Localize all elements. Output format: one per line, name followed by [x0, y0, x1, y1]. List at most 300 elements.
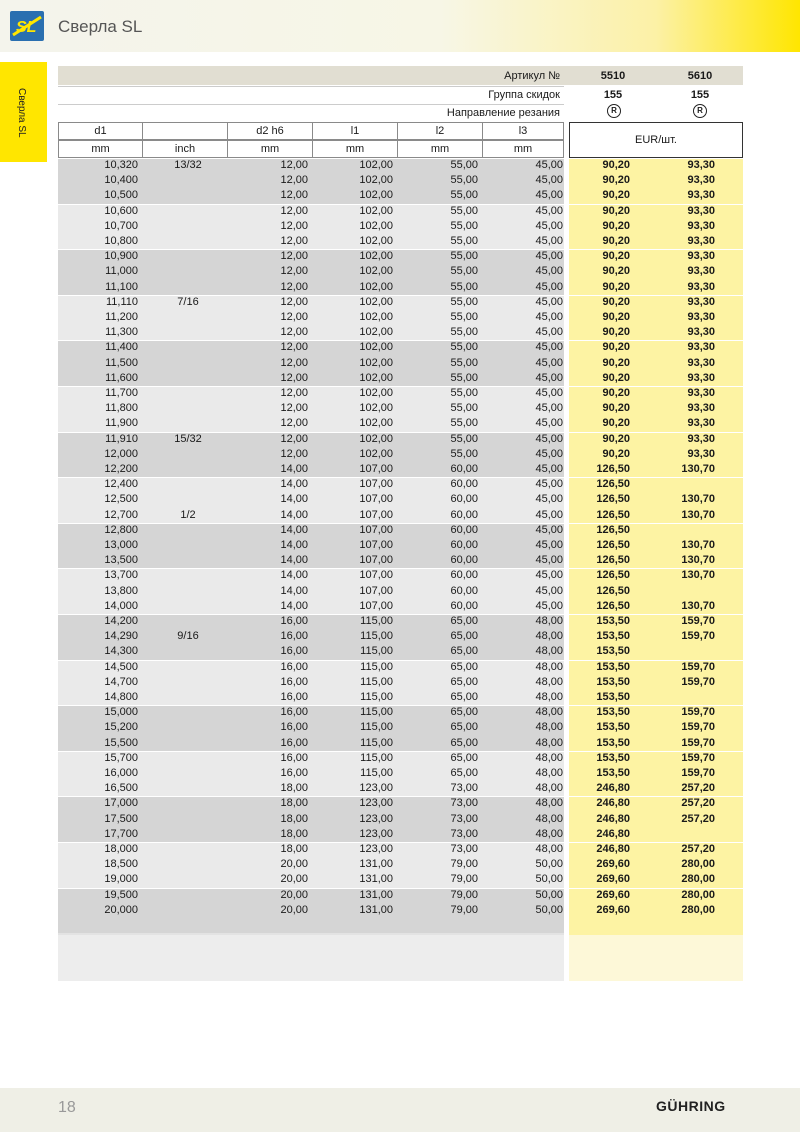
cell-d1: 11,400: [105, 341, 138, 354]
cell-d1: 12,200: [104, 463, 138, 475]
cell-price-5510: 126,50: [596, 508, 630, 521]
cell-l3: 45,00: [535, 311, 563, 323]
cell-price-5510: 90,20: [602, 265, 630, 278]
cell-l2: 65,00: [450, 675, 478, 688]
price-footer-blank: [569, 935, 743, 981]
table-row: [58, 462, 743, 477]
cell-l2: 55,00: [450, 447, 478, 460]
cell-l3: 48,00: [535, 782, 563, 795]
cell-l2: 73,00: [450, 782, 478, 795]
cell-price-5510: 153,50: [596, 615, 630, 627]
cell-l2: 65,00: [450, 721, 478, 734]
cell-l3: 45,00: [535, 387, 563, 399]
cell-l2: 55,00: [450, 402, 478, 415]
cell-price-5510: 246,80: [596, 797, 630, 810]
cell-l3: 45,00: [535, 295, 563, 308]
cell-l1: 107,00: [359, 463, 393, 475]
cell-price-5510: 153,50: [596, 736, 630, 749]
cell-l2: 55,00: [450, 432, 478, 445]
cell-d2: 16,00: [280, 645, 308, 658]
table-row: [58, 416, 743, 431]
cell-price-5610: 93,30: [687, 219, 715, 232]
cell-d2: 18,00: [280, 812, 308, 825]
guehring-logo: GÜHRING: [656, 1098, 726, 1114]
table-row: [58, 857, 743, 872]
table-row: [58, 249, 743, 264]
cell-l2: 79,00: [450, 873, 478, 886]
cell-price-5610: 93,30: [687, 326, 715, 339]
cell-price-5510: 90,20: [602, 387, 630, 399]
cell-d2: 12,00: [280, 402, 308, 415]
table-row: [58, 188, 743, 203]
cell-d2: 16,00: [280, 615, 308, 627]
table-row: [58, 903, 743, 918]
cell-d2: 12,00: [280, 371, 308, 384]
table-row: [58, 401, 743, 416]
cell-inch: 13/32: [174, 159, 202, 171]
cell-d1: 11,110: [105, 295, 138, 308]
cell-price-5510: 90,20: [602, 432, 630, 445]
discount-row: [58, 86, 743, 104]
cell-l1: 115,00: [360, 706, 393, 719]
price-header: EUR/шт.: [569, 122, 743, 158]
cell-price-5610: 93,30: [687, 250, 715, 263]
table-row: [58, 842, 743, 857]
cell-l3: 45,00: [535, 447, 563, 460]
cell-price-5610: 130,70: [681, 554, 715, 567]
cell-price-5510: 153,50: [596, 630, 630, 643]
cell-price-5510: 153,50: [596, 660, 630, 673]
cell-l1: 123,00: [359, 782, 393, 795]
cell-l1: 102,00: [359, 174, 393, 187]
cell-d2: 16,00: [280, 767, 308, 779]
cell-price-5510: 269,60: [596, 873, 630, 886]
cell-l3: 45,00: [535, 417, 563, 430]
cell-price-5510: 269,60: [596, 888, 630, 901]
cell-l3: 45,00: [535, 326, 563, 339]
cell-l2: 55,00: [450, 219, 478, 232]
cell-l1: 102,00: [359, 402, 393, 415]
cell-price-5510: 153,50: [596, 767, 630, 779]
cell-l1: 115,00: [360, 645, 393, 658]
cell-d1: 10,700: [104, 219, 138, 232]
cell-l2: 60,00: [450, 508, 478, 521]
table-row: [58, 629, 743, 644]
cell-d2: 12,00: [280, 189, 308, 202]
table-row: [58, 751, 743, 766]
cell-l3: 48,00: [535, 843, 563, 855]
cell-d1: 14,000: [104, 599, 138, 612]
cell-l2: 60,00: [450, 554, 478, 567]
cell-l3: 48,00: [535, 675, 563, 688]
cell-d2: 20,00: [280, 888, 308, 901]
discount-a: 155: [603, 89, 623, 101]
table-row: [58, 812, 743, 827]
cell-d1: 15,700: [104, 751, 138, 764]
cell-l1: 123,00: [359, 797, 393, 810]
cell-d1: 10,800: [104, 235, 138, 247]
cell-price-5610: 159,70: [681, 675, 715, 688]
unit-d2: mm: [227, 140, 313, 158]
cell-l1: 102,00: [359, 447, 393, 460]
cell-d1: 10,320: [104, 159, 138, 171]
cell-l1: 131,00: [359, 858, 393, 871]
cell-l2: 55,00: [450, 387, 478, 399]
cell-price-5610: 93,30: [687, 447, 715, 460]
cell-d2: 14,00: [280, 463, 308, 475]
cell-price-5510: 153,50: [596, 721, 630, 734]
cell-l1: 115,00: [360, 630, 393, 643]
cell-l1: 102,00: [359, 219, 393, 232]
cell-price-5610: 93,30: [687, 402, 715, 415]
table-row: [58, 295, 743, 310]
cell-inch: 7/16: [177, 295, 199, 308]
table-row: [58, 234, 743, 249]
cell-d2: 12,00: [280, 295, 308, 308]
cell-price-5610: 93,30: [687, 159, 715, 171]
cell-l3: 45,00: [535, 280, 563, 293]
cell-l1: 102,00: [359, 432, 393, 445]
cell-inch: 15/32: [174, 432, 202, 445]
cell-l1: 115,00: [360, 675, 393, 688]
cell-l3: 48,00: [535, 721, 563, 734]
cell-l3: 45,00: [535, 189, 563, 202]
cell-d2: 14,00: [280, 493, 308, 506]
cell-price-5510: 90,20: [602, 402, 630, 415]
cell-d1: 14,800: [104, 691, 138, 703]
cell-d1: 13,500: [104, 554, 138, 567]
cell-price-5510: 153,50: [596, 706, 630, 719]
cell-d2: 12,00: [280, 417, 308, 430]
cell-l2: 60,00: [450, 569, 478, 582]
cell-l1: 131,00: [359, 873, 393, 886]
cell-l1: 102,00: [359, 371, 393, 384]
table-row: [58, 766, 743, 781]
cell-l1: 102,00: [359, 311, 393, 323]
cell-l2: 55,00: [450, 326, 478, 339]
col-d2: d2 h6: [227, 122, 313, 140]
cell-d2: 12,00: [280, 159, 308, 171]
cell-d2: 12,00: [280, 447, 308, 460]
table-row: [58, 523, 743, 538]
article-5610: 5610: [687, 70, 713, 82]
cell-l1: 123,00: [359, 812, 393, 825]
cell-d1: 15,200: [104, 721, 138, 734]
cell-d2: 14,00: [280, 554, 308, 567]
cell-l3: 45,00: [535, 219, 563, 232]
cell-l1: 107,00: [359, 569, 393, 582]
cell-price-5510: 90,20: [602, 174, 630, 187]
cell-d2: 12,00: [280, 356, 308, 369]
cell-l2: 65,00: [450, 691, 478, 703]
cell-d2: 14,00: [280, 584, 308, 597]
cell-l2: 55,00: [450, 159, 478, 171]
cell-d1: 11,500: [105, 356, 138, 369]
cell-l3: 45,00: [535, 584, 563, 597]
cell-l1: 123,00: [359, 843, 393, 855]
cell-d2: 12,00: [280, 280, 308, 293]
cell-d2: 14,00: [280, 523, 308, 536]
cell-d1: 14,700: [104, 675, 138, 688]
cell-price-5610: 93,30: [687, 280, 715, 293]
col-l3: l3: [482, 122, 564, 140]
table-row: [58, 264, 743, 279]
side-tab-label: Сверла SL: [16, 88, 27, 138]
cell-l3: 50,00: [535, 903, 563, 916]
cell-price-5610: 93,30: [687, 295, 715, 308]
cell-d1: 15,000: [104, 706, 138, 719]
cell-d1: 10,900: [104, 250, 138, 263]
discount-b: 155: [690, 89, 710, 101]
cell-price-5510: 246,80: [596, 812, 630, 825]
cell-price-5610: 159,70: [681, 767, 715, 779]
col-inch-blank: [142, 122, 228, 140]
cell-l2: 65,00: [450, 767, 478, 779]
cell-l3: 50,00: [535, 858, 563, 871]
cell-price-5510: 153,50: [596, 675, 630, 688]
cell-l1: 115,00: [360, 660, 393, 673]
col-l2: l2: [397, 122, 483, 140]
cell-l3: 45,00: [535, 159, 563, 171]
cell-price-5610: 130,70: [681, 508, 715, 521]
table-row: [58, 736, 743, 751]
cell-l1: 102,00: [359, 265, 393, 278]
cell-d1: 10,400: [104, 174, 138, 187]
cell-l3: 45,00: [535, 341, 563, 354]
cell-l3: 45,00: [535, 508, 563, 521]
cell-d1: 12,800: [104, 523, 138, 536]
cell-l2: 55,00: [450, 204, 478, 217]
cell-l2: 55,00: [450, 189, 478, 202]
table-row: [58, 538, 743, 553]
cell-d1: 14,300: [104, 645, 138, 658]
cell-l3: 48,00: [535, 645, 563, 658]
cell-inch: 9/16: [177, 630, 199, 643]
cell-price-5510: 90,20: [602, 250, 630, 263]
cell-l2: 60,00: [450, 463, 478, 475]
table-row: [58, 827, 743, 842]
cell-d2: 14,00: [280, 569, 308, 582]
cell-d1: 12,700: [104, 508, 138, 521]
cell-l1: 123,00: [359, 827, 393, 840]
cell-price-5510: 90,20: [602, 159, 630, 171]
table-row: [58, 660, 743, 675]
cell-d2: 18,00: [280, 797, 308, 810]
cell-price-5510: 126,50: [596, 554, 630, 567]
cell-price-5610: 159,70: [681, 615, 715, 627]
cell-l2: 55,00: [450, 417, 478, 430]
cell-price-5510: 126,50: [596, 599, 630, 612]
cell-d1: 14,500: [104, 660, 138, 673]
cell-l2: 79,00: [450, 888, 478, 901]
cell-price-5510: 90,20: [602, 219, 630, 232]
cell-d1: 17,500: [104, 812, 138, 825]
cell-l3: 45,00: [535, 204, 563, 217]
cell-l3: 45,00: [535, 523, 563, 536]
cell-d1: 14,200: [104, 615, 138, 627]
unit-d1: mm: [58, 140, 143, 158]
cell-price-5510: 153,50: [596, 691, 630, 703]
cell-d1: 11,800: [105, 402, 138, 415]
cell-l2: 65,00: [450, 645, 478, 658]
column-headers: [58, 122, 564, 158]
cell-l1: 131,00: [359, 903, 393, 916]
cell-d2: 16,00: [280, 691, 308, 703]
right-hand-cut-icon: R: [607, 104, 621, 118]
cell-price-5510: 126,50: [596, 584, 630, 597]
cell-inch: 1/2: [180, 508, 196, 521]
cell-d1: 18,500: [104, 858, 138, 871]
cell-l3: 48,00: [535, 751, 563, 764]
cell-l2: 55,00: [450, 311, 478, 323]
col-l1: l1: [312, 122, 398, 140]
cell-price-5610: 159,70: [681, 706, 715, 719]
cell-d1: 19,500: [104, 888, 138, 901]
cell-l1: 115,00: [360, 767, 393, 779]
cell-d1: 13,800: [104, 584, 138, 597]
table-row: [58, 568, 743, 583]
cell-l3: 48,00: [535, 736, 563, 749]
cell-d1: 17,000: [104, 797, 138, 810]
table-row: [58, 553, 743, 568]
cell-l2: 55,00: [450, 295, 478, 308]
cell-d2: 12,00: [280, 204, 308, 217]
cell-price-5610: 130,70: [681, 599, 715, 612]
discount-label: Группа скидок: [488, 89, 560, 101]
cell-d1: 14,290: [104, 630, 138, 643]
table-row: [58, 356, 743, 371]
cell-l3: 45,00: [535, 371, 563, 384]
cell-d2: 12,00: [280, 326, 308, 339]
cell-price-5510: 126,50: [596, 463, 630, 475]
cell-d1: 20,000: [104, 903, 138, 916]
page-title: Сверла SL: [58, 17, 143, 36]
table-row: [58, 158, 743, 173]
cell-l1: 102,00: [359, 189, 393, 202]
cell-d1: 10,600: [104, 204, 138, 217]
cell-l3: 48,00: [535, 660, 563, 673]
cell-price-5610: 130,70: [681, 493, 715, 506]
cell-l2: 55,00: [450, 280, 478, 293]
article-label: Артикул №: [504, 70, 560, 82]
cell-price-5610: 93,30: [687, 174, 715, 187]
cell-price-5510: 246,80: [596, 827, 630, 840]
cell-l1: 102,00: [359, 204, 393, 217]
cell-price-5610: 93,30: [687, 189, 715, 202]
cell-price-5610: 93,30: [687, 387, 715, 399]
table-row: [58, 173, 743, 188]
cell-d2: 12,00: [280, 432, 308, 445]
cell-d1: 11,900: [105, 417, 138, 430]
cell-l1: 115,00: [360, 615, 393, 627]
cell-l2: 65,00: [450, 630, 478, 643]
cell-price-5610: 159,70: [681, 630, 715, 643]
cell-price-5610: 159,70: [681, 721, 715, 734]
cell-l2: 73,00: [450, 812, 478, 825]
cell-d2: 16,00: [280, 660, 308, 673]
direction-label: Направление резания: [446, 107, 560, 119]
table-row: [58, 781, 743, 796]
cell-l1: 115,00: [360, 751, 393, 764]
cell-d2: 14,00: [280, 508, 308, 521]
cell-l1: 107,00: [359, 508, 393, 521]
cell-l2: 79,00: [450, 903, 478, 916]
cell-d1: 19,000: [104, 873, 138, 886]
table-row: [58, 796, 743, 811]
table-row: [58, 614, 743, 629]
cell-l1: 102,00: [359, 235, 393, 247]
cell-d1: 12,000: [104, 447, 138, 460]
cell-d2: 20,00: [280, 858, 308, 871]
direction-row: [58, 104, 743, 122]
cell-l2: 55,00: [450, 250, 478, 263]
cell-price-5510: 269,60: [596, 858, 630, 871]
cell-l1: 107,00: [359, 523, 393, 536]
cell-l2: 65,00: [450, 615, 478, 627]
cell-d2: 12,00: [280, 174, 308, 187]
cell-d1: 17,700: [104, 827, 138, 840]
cell-d1: 18,000: [104, 843, 138, 855]
cell-l2: 60,00: [450, 584, 478, 597]
cell-d2: 20,00: [280, 873, 308, 886]
cell-price-5510: 90,20: [602, 356, 630, 369]
cell-d1: 11,100: [105, 280, 138, 293]
cell-price-5510: 90,20: [602, 447, 630, 460]
cell-l3: 45,00: [535, 463, 563, 475]
cell-l1: 102,00: [359, 280, 393, 293]
cell-l3: 48,00: [535, 691, 563, 703]
cell-l1: 102,00: [359, 326, 393, 339]
cell-l3: 45,00: [535, 250, 563, 263]
cell-price-5510: 126,50: [596, 478, 630, 491]
cell-l2: 60,00: [450, 539, 478, 551]
cell-d1: 11,200: [105, 311, 138, 323]
cell-d2: 16,00: [280, 675, 308, 688]
cell-l3: 45,00: [535, 265, 563, 278]
cell-price-5610: 93,30: [687, 371, 715, 384]
table-row: [58, 705, 743, 720]
cell-l3: 45,00: [535, 493, 563, 506]
cell-l1: 102,00: [359, 295, 393, 308]
cell-d2: 16,00: [280, 736, 308, 749]
table-row: [58, 204, 743, 219]
cell-price-5610: 159,70: [681, 736, 715, 749]
cell-price-5610: 280,00: [681, 903, 715, 916]
table-row: [58, 508, 743, 523]
cell-l2: 65,00: [450, 660, 478, 673]
cell-price-5510: 90,20: [602, 204, 630, 217]
cell-l1: 107,00: [359, 478, 393, 491]
cell-price-5510: 246,80: [596, 782, 630, 795]
cell-price-5610: 93,30: [687, 235, 715, 247]
unit-l3: mm: [482, 140, 564, 158]
cell-price-5510: 126,50: [596, 523, 630, 536]
sl-logo: [10, 11, 44, 41]
cell-d2: 14,00: [280, 599, 308, 612]
cell-price-5610: 93,30: [687, 417, 715, 430]
cell-l2: 73,00: [450, 843, 478, 855]
cell-l2: 55,00: [450, 341, 478, 354]
cell-price-5610: 280,00: [681, 873, 715, 886]
table-row: [58, 340, 743, 355]
cell-d1: 16,000: [104, 767, 138, 779]
cell-l3: 45,00: [535, 569, 563, 582]
cell-d2: 12,00: [280, 311, 308, 323]
cell-d2: 16,00: [280, 751, 308, 764]
article-row: [58, 67, 743, 85]
cell-d1: 11,700: [105, 387, 138, 399]
cell-d1: 13,000: [104, 539, 138, 551]
